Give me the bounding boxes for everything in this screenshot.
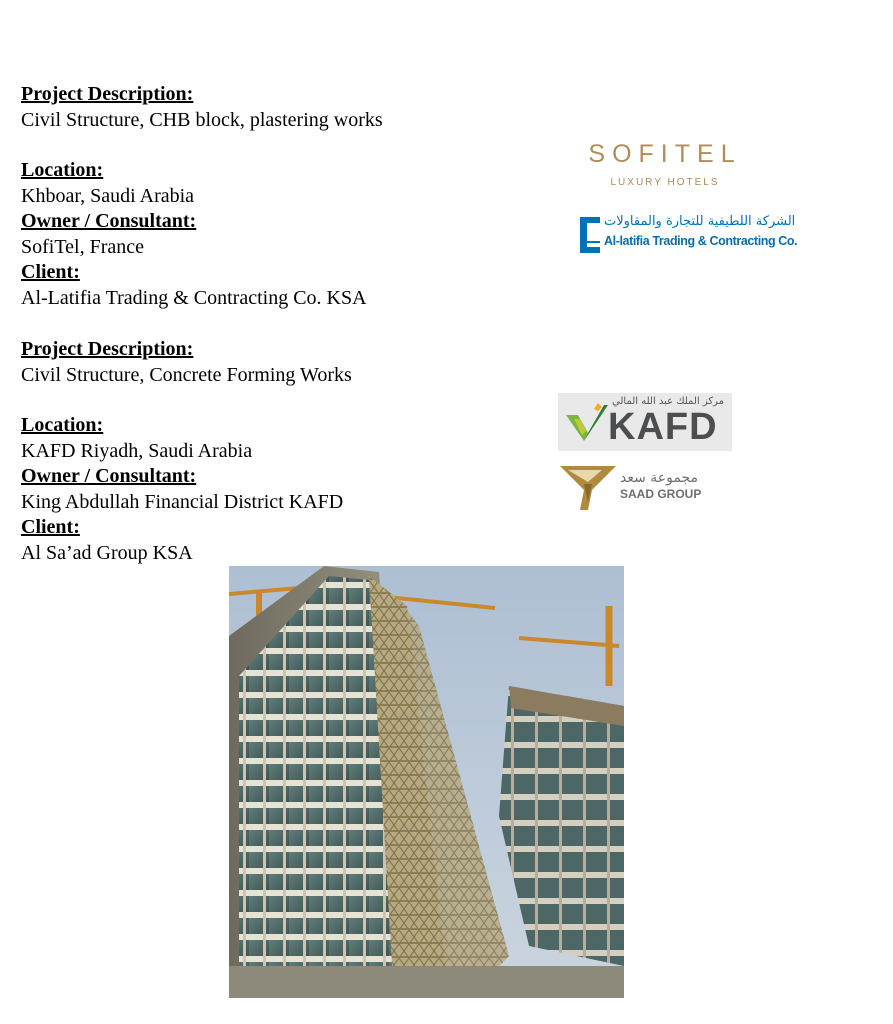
project-1-location: Khboar, Saudi Arabia bbox=[21, 184, 195, 207]
project-1 bbox=[21, 82, 383, 311]
latifia-logo bbox=[580, 214, 798, 256]
saad-logo-english: SAAD GROUP bbox=[620, 487, 702, 501]
project-1-client: Al-Latifia Trading & Contracting Co. KSA bbox=[21, 286, 367, 309]
latifia-mark-icon bbox=[580, 217, 600, 253]
sofitel-logo bbox=[585, 140, 745, 188]
project-2-client-label: Client: bbox=[21, 516, 80, 538]
project-2 bbox=[21, 337, 352, 566]
project-2-owner-label: Owner / Consultant: bbox=[21, 465, 197, 487]
kafd-logo-arabic: مركز الملك عبد الله المالي bbox=[612, 396, 724, 407]
project-1-owner-label: Owner / Consultant: bbox=[21, 210, 197, 232]
project-1-client-label: Client: bbox=[21, 261, 80, 283]
saad-falcon-icon bbox=[558, 462, 618, 514]
project-1-description: Civil Structure, CHB block, plastering works bbox=[21, 108, 383, 131]
project-2-location: KAFD Riyadh, Saudi Arabia bbox=[21, 439, 253, 462]
project-2-location-label: Location: bbox=[21, 414, 104, 436]
latifia-logo-english: Al-latifia Trading & Contracting Co. bbox=[604, 234, 798, 248]
project-2-client: Al Sa’ad Group KSA bbox=[21, 541, 193, 564]
project-2-description: Civil Structure, Concrete Forming Works bbox=[21, 363, 352, 386]
project-1-description-label: Project Description: bbox=[21, 83, 194, 105]
saad-logo-arabic: مجموعة سعد bbox=[620, 470, 699, 486]
project-1-owner: SofiTel, France bbox=[21, 235, 145, 258]
kafd-logo-english: KAFD bbox=[608, 406, 718, 448]
building-photo-icon bbox=[229, 566, 624, 998]
sofitel-logo-name: SOFITEL bbox=[588, 140, 742, 168]
project-2-owner: King Abdullah Financial District KAFD bbox=[21, 490, 344, 513]
kafd-logo bbox=[558, 393, 732, 451]
project-2-description-label: Project Description: bbox=[21, 338, 194, 360]
saad-group-logo bbox=[558, 462, 728, 514]
kafd-mark-icon bbox=[564, 399, 610, 445]
latifia-logo-arabic: الشركة اللطيفية للتجارة والمقاولات bbox=[604, 214, 796, 229]
building-construction-photo bbox=[229, 566, 624, 998]
project-1-location-label: Location: bbox=[21, 159, 104, 181]
sofitel-logo-subtitle: LUXURY HOTELS bbox=[610, 177, 720, 188]
